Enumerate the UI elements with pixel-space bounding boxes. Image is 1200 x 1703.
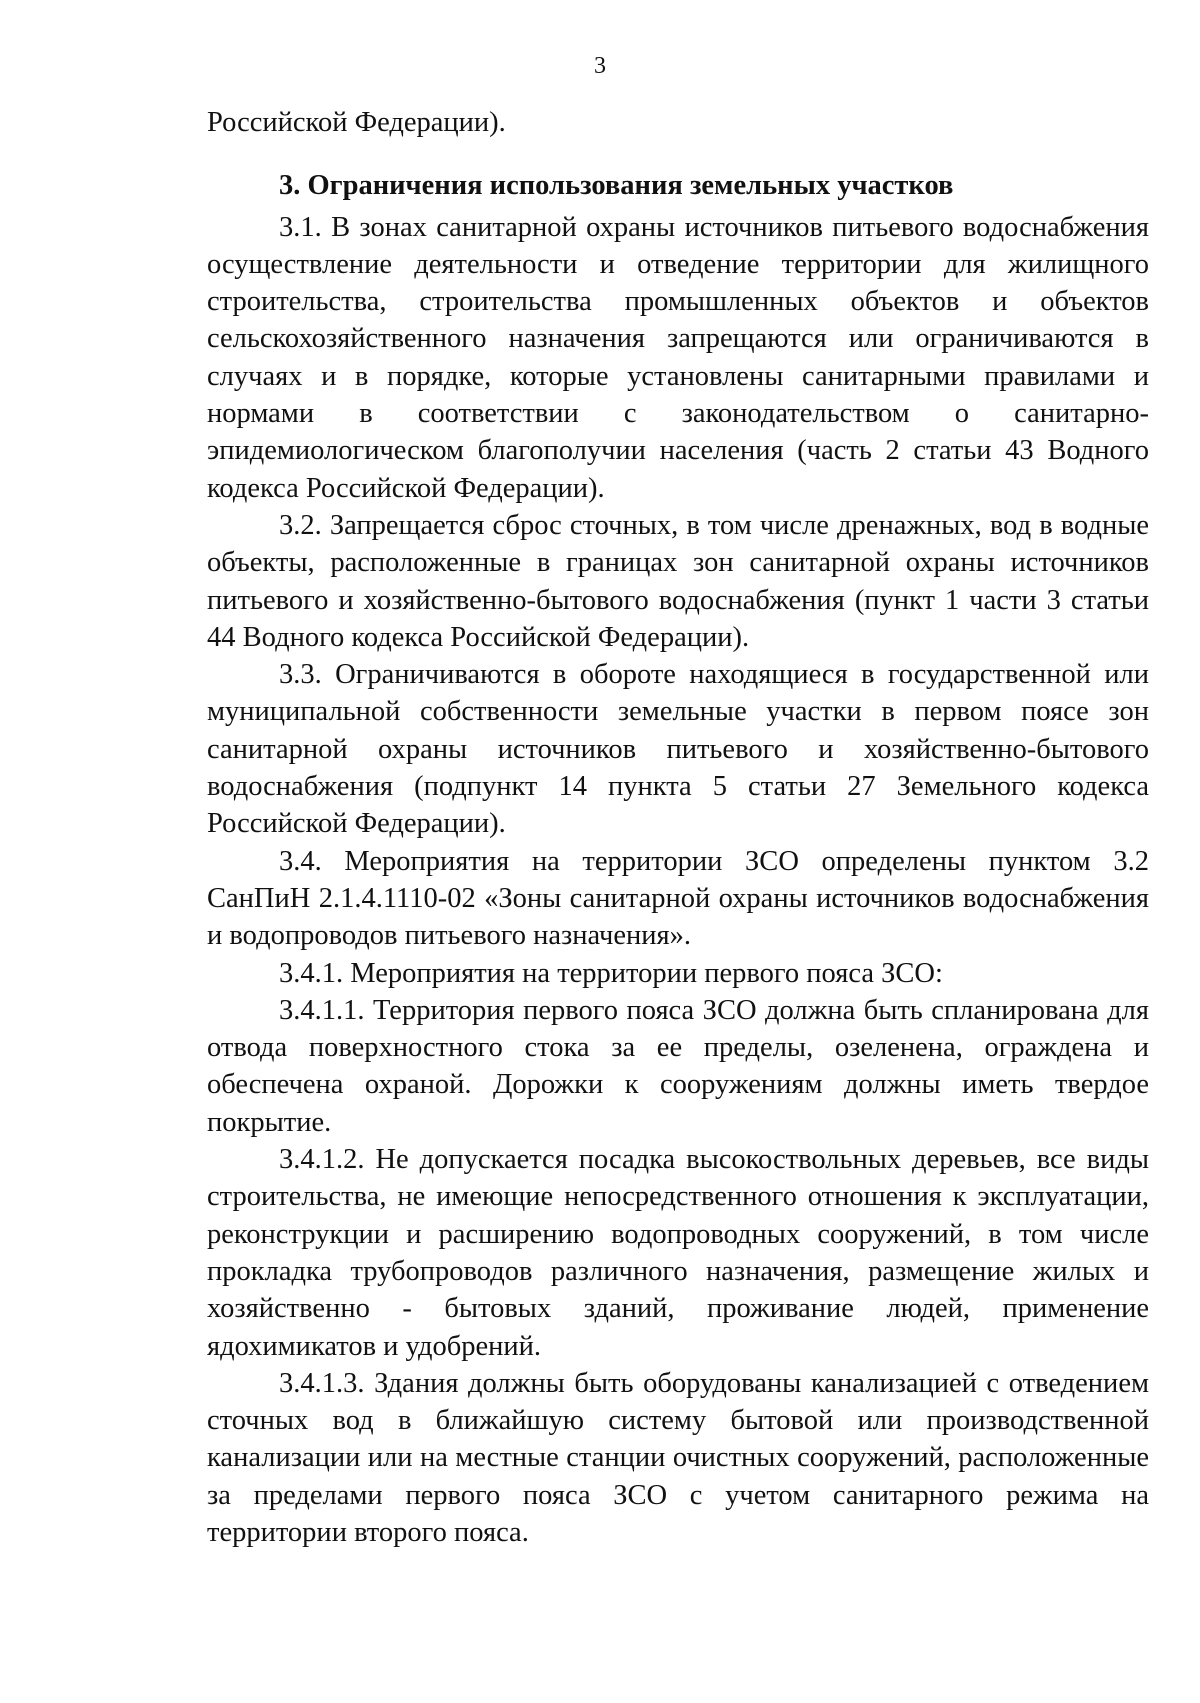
paragraph-3-3: 3.3. Ограничиваются в обороте находящиеся в государственной или муниципальной собственности земельные участки в первом поясе зон санитарной охраны источников питьевого и хозяйственно-бытового водоснабжения (подпункт 14 пункта 5 статьи 27 Земельного кодекса Российской Федерации).: [207, 659, 1149, 840]
continuation-text: Российской Федерации).: [207, 107, 506, 138]
paragraph-3-4: 3.4. Мероприятия на территории ЗСО определены пунктом 3.2 СанПиН 2.1.4.1110-02 «Зоны санитарной охраны источников водоснабжения и водопроводов питьевого назначения».: [207, 845, 1149, 952]
paragraph-3-4-1-2: 3.4.1.2. Не допускается посадка высокоствольных деревьев, все виды строительства, не имеющие непосредственного отношения к эксплуатации, реконструкции и расширению водопроводных сооружений, в том числе прокладка трубопроводов различного назначения, размещение жилых и хозяйственно - бытовых зданий, проживание людей, применение ядохимикатов и удобрений.: [207, 1144, 1149, 1362]
paragraph-3-4-1-1: 3.4.1.1. Территория первого пояса ЗСО должна быть спланирована для отвода поверхностного стока за ее пределы, озеленена, ограждена и обеспечена охраной. Дорожки к сооружениям должны иметь твердое покрытие.: [207, 994, 1149, 1138]
paragraph-3-4-1-3: 3.4.1.3. Здания должны быть оборудованы канализацией с отведением сточных вод в ближайшую систему бытовой или производственной канализации или на местные станции очистных сооружений, расположенные за пределами первого пояса ЗСО с учетом санитарного режима на территории второго пояса.: [207, 1367, 1149, 1548]
paragraph-3-2: 3.2. Запрещается сброс сточных, в том числе дренажных, вод в водные объекты, расположенные в границах зон санитарной охраны источников питьевого и хозяйственно-бытового водоснабжения (пункт 1 части 3 статьи 44 Водного кодекса Российской Федерации).: [207, 509, 1149, 653]
page-number: 3: [594, 53, 606, 79]
section-heading: 3. Ограничения использования земельных участков: [279, 170, 954, 202]
document-body: [207, 104, 1149, 1551]
paragraph-3-1: 3.1. В зонах санитарной охраны источников питьевого водоснабжения осуществление деятельности и отведение территории для жилищного строительства, строительства промышленных объектов и объектов сельскохозяйственного назначения запрещаются или ограничиваются в случаях и в порядке, которые установлены санитарными правилами и нормами в соответствии с законодательством о санитарно-эпидемиологическом благополучии населения (часть 2 статьи 43 Водного кодекса Российской Федерации).: [207, 211, 1149, 504]
paragraph-3-4-1: 3.4.1. Мероприятия на территории первого пояса ЗСО:: [279, 957, 943, 989]
